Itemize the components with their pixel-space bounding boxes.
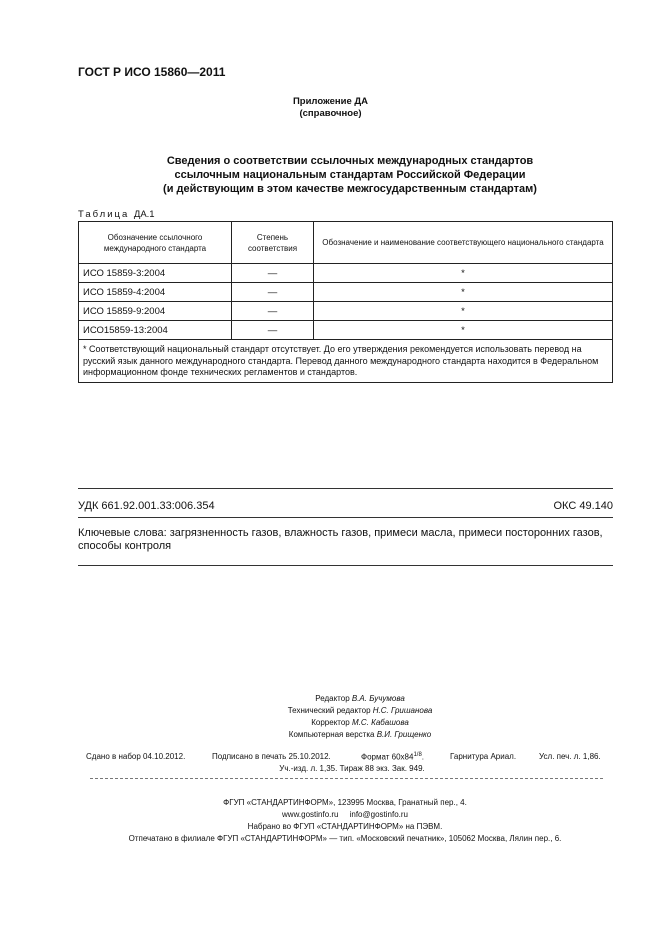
correspondence-table <box>78 221 613 383</box>
table-row <box>79 321 613 340</box>
annex-name: Приложение ДА <box>292 96 369 107</box>
layout-line: Компьютерная верстка В.И. Грищенко <box>288 730 432 739</box>
print-format: Формат $60x84^{1/8}$. <box>361 752 425 762</box>
title-line-2: ссылочным национальным стандартам Российской Федерации <box>174 169 526 181</box>
cell-standard: ИСО 15859-3:2004 <box>79 264 232 283</box>
cell-conformity: — <box>232 321 314 340</box>
signed-date: Подписано в печать 25.10.2012. <box>212 752 331 761</box>
print-sheets: Усл. печ. л. 1,86. <box>539 752 601 761</box>
udk-code: УДК 661.92.001.33:006.354 <box>78 500 215 512</box>
header-conformity-degree: Степень соответствия <box>232 222 314 264</box>
cell-standard: ИСО15859-13:2004 <box>79 321 232 340</box>
oks-code: ОКС 49.140 <box>553 500 613 512</box>
table-number: ДА.1 <box>133 209 155 220</box>
table-caption <box>78 209 155 220</box>
document-code: ГОСТ Р ИСО 15860—2011 <box>78 65 226 79</box>
divider-top <box>78 488 613 489</box>
imprint-typeset: Набрано во ФГУП «СТАНДАРТИНФОРМ» на ПЭВМ. <box>247 822 443 831</box>
cell-conformity: — <box>232 283 314 302</box>
editor-name: В.А. Бучумова <box>351 694 405 703</box>
table-header-row <box>79 222 613 264</box>
cell-national: * <box>314 264 613 283</box>
table-footnote: * Соответствующий национальный стандарт отсутствует. До его утверждения рекомендуется использовать перевод на русский язык данного международного стандарта. Перевод данного международного стандарта находится в Федеральном информационном фонде технических регламентов и стандартов. <box>79 340 613 383</box>
tech-editor-line: Технический редактор Н.С. Гришанова <box>287 706 433 715</box>
dashed-divider <box>90 778 603 779</box>
table-row <box>79 264 613 283</box>
submitted-date: Сдано в набор 04.10.2012. <box>86 752 186 761</box>
imprint-publisher: ФГУП «СТАНДАРТИНФОРМ», 123995 Москва, Гранатный пер., 4. <box>223 798 467 807</box>
cell-conformity: — <box>232 302 314 321</box>
annex-title <box>0 154 661 196</box>
website-link[interactable]: www.gostinfo.ru <box>282 810 339 819</box>
editor-line: Редактор В.А. Бучумова <box>315 694 405 703</box>
imprint-printed: Отпечатано в филиале ФГУП «СТАНДАРТИНФОРМ» — тип. «Московский печатник», 105062 Москва, Лялин пер., 6. <box>128 834 562 843</box>
tech-editor-name: Н.С. Гришанова <box>372 706 433 715</box>
cell-national: * <box>314 302 613 321</box>
table-row <box>79 302 613 321</box>
divider-middle <box>78 517 613 518</box>
annex-heading <box>0 96 661 120</box>
email-link[interactable]: info@gostinfo.ru <box>349 810 408 819</box>
corrector-line: Корректор М.С. Кабашова <box>311 718 409 727</box>
title-line-1: Сведения о соответствии ссылочных международных стандартов <box>166 155 534 167</box>
cell-standard: ИСО 15859-9:2004 <box>79 302 232 321</box>
annex-type: (справочное) <box>299 108 362 119</box>
cell-national: * <box>314 283 613 302</box>
title-line-3: (и действующим в этом качестве межгосударственным стандартам) <box>163 183 537 195</box>
imprint-contacts <box>0 809 661 821</box>
layout-name: В.И. Грищенко <box>376 730 432 739</box>
header-national-standard: Обозначение и наименование соответствующего национального стандарта <box>314 222 613 264</box>
imprint-block <box>0 797 661 845</box>
keywords: Ключевые слова: загрязненность газов, влажность газов, примеси масла, примеси посторонних газов, способы контроля <box>78 527 603 552</box>
table-row <box>79 283 613 302</box>
publication-info-2: Уч.-изд. л. 1,35. Тираж 88 экз. Зак. 949. <box>279 764 425 773</box>
table-footnote-row <box>79 340 613 383</box>
header-international-standard: Обозначение ссылочного международного стандарта <box>79 222 232 264</box>
divider-bottom <box>78 565 613 566</box>
table-label: Таблица <box>78 209 130 220</box>
corrector-name: М.С. Кабашова <box>352 718 409 727</box>
cell-conformity: — <box>232 264 314 283</box>
cell-standard: ИСО 15859-4:2004 <box>79 283 232 302</box>
cell-national: * <box>314 321 613 340</box>
credits-block <box>0 693 661 741</box>
font-name: Гарнитура Ариал. <box>450 752 517 761</box>
